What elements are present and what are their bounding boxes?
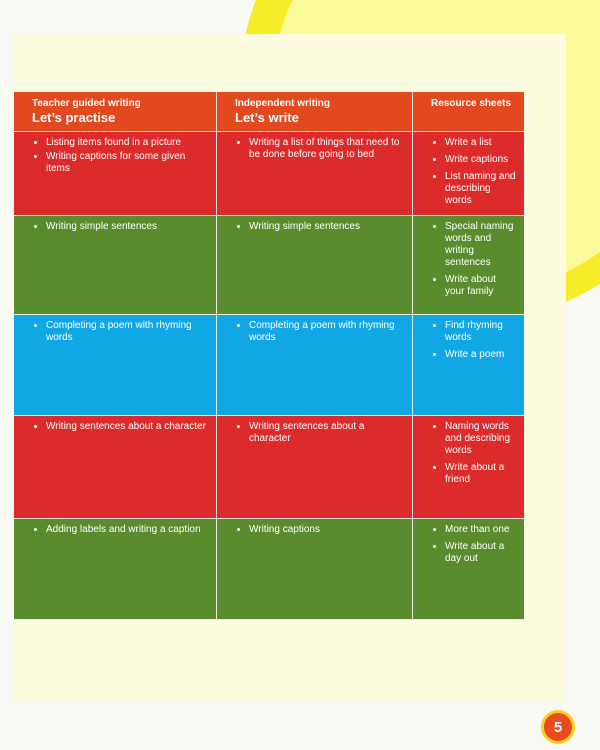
list-item: More than one — [445, 524, 516, 536]
row1-col2 — [217, 132, 413, 216]
list-item: Special naming words and writing sentences — [445, 221, 516, 269]
list-item: Writing captions — [249, 524, 404, 536]
row4-col1 — [14, 416, 217, 519]
writing-plan-table — [14, 92, 524, 620]
header-resource-sheets — [413, 92, 524, 132]
row5-col2 — [217, 519, 413, 620]
list-item: Write a list — [445, 137, 516, 149]
row4-col2 — [217, 416, 413, 519]
row5-col3 — [413, 519, 524, 620]
list-item: Writing sentences about a character — [249, 421, 404, 445]
row4-col3 — [413, 416, 524, 519]
row2-col2 — [217, 216, 413, 315]
list-item: Write captions — [445, 154, 516, 166]
row1-col1 — [14, 132, 217, 216]
row3-col1 — [14, 315, 217, 416]
list-item: Completing a poem with rhyming words — [46, 320, 208, 344]
list-item: Writing simple sentences — [46, 221, 208, 233]
header-col2-small: Independent writing — [235, 98, 330, 109]
page-number: 5 — [541, 710, 575, 744]
list-item: Completing a poem with rhyming words — [249, 320, 404, 344]
list-item: Writing sentences about a character — [46, 421, 208, 433]
row5-col1 — [14, 519, 217, 620]
header-col3-small: Resource sheets — [431, 98, 512, 109]
list-item: Write about your family — [445, 274, 516, 298]
row1-col3 — [413, 132, 524, 216]
list-item: Writing simple sentences — [249, 221, 404, 233]
list-item: Naming words and describing words — [445, 421, 516, 457]
list-item: Write about a friend — [445, 462, 516, 486]
list-item: List naming and describing words — [445, 171, 516, 206]
header-col1-small: Teacher guided writing — [32, 98, 141, 109]
row2-col1 — [14, 216, 217, 315]
row2-col3 — [413, 216, 524, 315]
header-teacher-guided — [14, 92, 217, 132]
list-item: Writing captions for some given items — [46, 151, 208, 175]
list-item: Listing items found in a picture — [46, 137, 208, 149]
list-item: Find rhyming words — [445, 320, 516, 344]
header-col1-big: Let’s practise — [32, 110, 116, 125]
row3-col2 — [217, 315, 413, 416]
header-col2-big: Let’s write — [235, 110, 299, 125]
list-item: Writing a list of things that need to be done before going to bed — [249, 137, 404, 161]
list-item: Adding labels and writing a caption — [46, 524, 208, 536]
list-item: Write a poem — [445, 349, 516, 361]
list-item: Write about a day out — [445, 541, 516, 565]
row3-col3 — [413, 315, 524, 416]
header-independent — [217, 92, 413, 132]
